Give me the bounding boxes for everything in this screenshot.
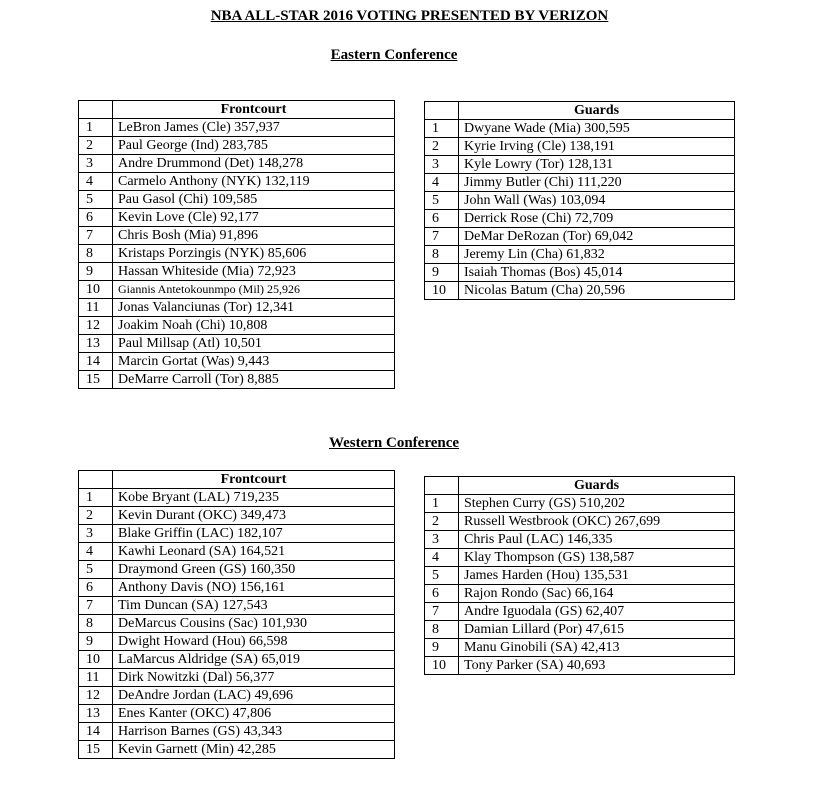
- player-entry-cell: LaMarcus Aldridge (SA) 65,019: [113, 651, 395, 669]
- rank-cell: 9: [79, 263, 113, 281]
- player-entry-cell: Jimmy Butler (Chi) 111,220: [459, 174, 735, 192]
- table-row: [79, 507, 395, 525]
- table-row: [425, 138, 735, 156]
- table-row: [425, 228, 735, 246]
- player-entry-cell: Hassan Whiteside (Mia) 72,923: [113, 263, 395, 281]
- rank-cell: 13: [79, 705, 113, 723]
- rank-cell: 5: [79, 191, 113, 209]
- table-row: [79, 669, 395, 687]
- east-frontcourt-table: [78, 100, 395, 389]
- table-row: [425, 282, 735, 300]
- rank-cell: 6: [79, 209, 113, 227]
- table-row: [425, 639, 735, 657]
- table-row: [79, 687, 395, 705]
- rank-cell: 5: [79, 561, 113, 579]
- player-entry-cell: Damian Lillard (Por) 47,615: [459, 621, 735, 639]
- player-entry-cell: Kevin Love (Cle) 92,177: [113, 209, 395, 227]
- table-row: [425, 549, 735, 567]
- rank-cell: 12: [79, 687, 113, 705]
- table-row: [79, 741, 395, 759]
- rank-cell: 14: [79, 723, 113, 741]
- table-header-guards: Guards: [459, 477, 735, 495]
- west-frontcourt-table: [78, 470, 395, 759]
- player-entry-cell: Andre Iguodala (GS) 62,407: [459, 603, 735, 621]
- western-conference-heading: Western Conference: [328, 435, 460, 451]
- rank-cell: 14: [79, 353, 113, 371]
- table-row: [79, 561, 395, 579]
- player-entry-cell: Giannis Antetokounmpo (Mil) 25,926: [113, 281, 395, 299]
- table-row: [425, 174, 735, 192]
- player-entry-cell: Stephen Curry (GS) 510,202: [459, 495, 735, 513]
- west-guards-table: [424, 476, 735, 675]
- rank-cell: 7: [425, 603, 459, 621]
- table-row: [79, 227, 395, 245]
- table-row: [79, 281, 395, 299]
- player-entry-cell: DeMar DeRozan (Tor) 69,042: [459, 228, 735, 246]
- table-header-frontcourt: Frontcourt: [113, 101, 395, 119]
- player-entry-cell: Kobe Bryant (LAL) 719,235: [113, 489, 395, 507]
- rank-cell: 7: [79, 227, 113, 245]
- player-entry-cell: Klay Thompson (GS) 138,587: [459, 549, 735, 567]
- rank-cell: 10: [425, 657, 459, 675]
- table-row: [79, 245, 395, 263]
- rank-cell: 4: [425, 549, 459, 567]
- rank-cell: 11: [79, 299, 113, 317]
- table-header-blank: [425, 102, 459, 120]
- player-entry-cell: Isaiah Thomas (Bos) 45,014: [459, 264, 735, 282]
- table-row: [425, 621, 735, 639]
- rank-cell: 3: [425, 156, 459, 174]
- rank-cell: 6: [425, 585, 459, 603]
- rank-cell: 3: [425, 531, 459, 549]
- eastern-conference-heading: Eastern Conference: [330, 47, 458, 63]
- table-row: [425, 192, 735, 210]
- player-entry-cell: Draymond Green (GS) 160,350: [113, 561, 395, 579]
- player-entry-cell: Dwight Howard (Hou) 66,598: [113, 633, 395, 651]
- rank-cell: 7: [425, 228, 459, 246]
- table-row: [79, 543, 395, 561]
- table-row: [79, 723, 395, 741]
- player-entry-cell: Manu Ginobili (SA) 42,413: [459, 639, 735, 657]
- rank-cell: 1: [425, 120, 459, 138]
- rank-cell: 2: [425, 513, 459, 531]
- rank-cell: 5: [425, 192, 459, 210]
- table-row: [79, 579, 395, 597]
- player-entry-cell: Dwyane Wade (Mia) 300,595: [459, 120, 735, 138]
- player-entry-cell: James Harden (Hou) 135,531: [459, 567, 735, 585]
- table-row: [425, 657, 735, 675]
- player-entry-cell: Jeremy Lin (Cha) 61,832: [459, 246, 735, 264]
- table-row: [79, 191, 395, 209]
- table-row: [79, 705, 395, 723]
- table-row: [79, 263, 395, 281]
- table-row: [425, 264, 735, 282]
- rank-cell: 10: [79, 651, 113, 669]
- table-row: [425, 603, 735, 621]
- player-entry-cell: Enes Kanter (OKC) 47,806: [113, 705, 395, 723]
- player-entry-cell: Anthony Davis (NO) 156,161: [113, 579, 395, 597]
- player-entry-cell: DeMarcus Cousins (Sac) 101,930: [113, 615, 395, 633]
- player-entry-cell: Russell Westbrook (OKC) 267,699: [459, 513, 735, 531]
- table-row: [79, 651, 395, 669]
- rank-cell: 9: [425, 639, 459, 657]
- table-header-guards: Guards: [459, 102, 735, 120]
- table-row: [79, 173, 395, 191]
- table-header-blank: [79, 101, 113, 119]
- rank-cell: 4: [79, 173, 113, 191]
- table-row: [425, 246, 735, 264]
- player-entry-cell: Kawhi Leonard (SA) 164,521: [113, 543, 395, 561]
- player-entry-cell: Harrison Barnes (GS) 43,343: [113, 723, 395, 741]
- player-entry-cell: Rajon Rondo (Sac) 66,164: [459, 585, 735, 603]
- rank-cell: 10: [79, 281, 113, 299]
- rank-cell: 8: [425, 621, 459, 639]
- page-title: NBA ALL-STAR 2016 VOTING PRESENTED BY VERIZON: [210, 8, 609, 24]
- rank-cell: 15: [79, 741, 113, 759]
- player-entry-cell: Chris Paul (LAC) 146,335: [459, 531, 735, 549]
- player-entry-cell: Kevin Garnett (Min) 42,285: [113, 741, 395, 759]
- player-entry-cell: Jonas Valanciunas (Tor) 12,341: [113, 299, 395, 317]
- rank-cell: 12: [79, 317, 113, 335]
- table-row: [79, 317, 395, 335]
- rank-cell: 6: [79, 579, 113, 597]
- table-row: [425, 567, 735, 585]
- rank-cell: 4: [425, 174, 459, 192]
- player-entry-cell: Paul George (Ind) 283,785: [113, 137, 395, 155]
- player-entry-cell: Kristaps Porzingis (NYK) 85,606: [113, 245, 395, 263]
- table-row: [79, 525, 395, 543]
- player-entry-cell: Marcin Gortat (Was) 9,443: [113, 353, 395, 371]
- table-row: [79, 299, 395, 317]
- player-entry-cell: DeMarre Carroll (Tor) 8,885: [113, 371, 395, 389]
- rank-cell: 8: [425, 246, 459, 264]
- rank-cell: 4: [79, 543, 113, 561]
- table-row: [79, 155, 395, 173]
- table-row: [79, 137, 395, 155]
- player-entry-cell: Kyrie Irving (Cle) 138,191: [459, 138, 735, 156]
- rank-cell: 9: [425, 264, 459, 282]
- player-entry-cell: Blake Griffin (LAC) 182,107: [113, 525, 395, 543]
- player-entry-cell: Tony Parker (SA) 40,693: [459, 657, 735, 675]
- rank-cell: 7: [79, 597, 113, 615]
- table-row: [425, 513, 735, 531]
- table-row: [79, 597, 395, 615]
- rank-cell: 13: [79, 335, 113, 353]
- player-entry-cell: Dirk Nowitzki (Dal) 56,377: [113, 669, 395, 687]
- table-row: [425, 531, 735, 549]
- table-row: [425, 495, 735, 513]
- table-row: [79, 119, 395, 137]
- rank-cell: 15: [79, 371, 113, 389]
- table-row: [79, 615, 395, 633]
- table-row: [425, 210, 735, 228]
- rank-cell: 6: [425, 210, 459, 228]
- rank-cell: 11: [79, 669, 113, 687]
- rank-cell: 8: [79, 615, 113, 633]
- table-header-blank: [79, 471, 113, 489]
- player-entry-cell: Kevin Durant (OKC) 349,473: [113, 507, 395, 525]
- table-row: [425, 585, 735, 603]
- player-entry-cell: Carmelo Anthony (NYK) 132,119: [113, 173, 395, 191]
- player-entry-cell: LeBron James (Cle) 357,937: [113, 119, 395, 137]
- rank-cell: 2: [425, 138, 459, 156]
- player-entry-cell: Paul Millsap (Atl) 10,501: [113, 335, 395, 353]
- table-row: [79, 633, 395, 651]
- rank-cell: 1: [79, 119, 113, 137]
- rank-cell: 2: [79, 137, 113, 155]
- player-entry-cell: Tim Duncan (SA) 127,543: [113, 597, 395, 615]
- player-entry-cell: DeAndre Jordan (LAC) 49,696: [113, 687, 395, 705]
- player-entry-cell: Chris Bosh (Mia) 91,896: [113, 227, 395, 245]
- table-header-frontcourt: Frontcourt: [113, 471, 395, 489]
- rank-cell: 3: [79, 155, 113, 173]
- table-row: [79, 489, 395, 507]
- east-guards-table: [424, 101, 735, 300]
- table-row: [425, 156, 735, 174]
- rank-cell: 10: [425, 282, 459, 300]
- table-row: [79, 371, 395, 389]
- rank-cell: 9: [79, 633, 113, 651]
- rank-cell: 3: [79, 525, 113, 543]
- player-entry-cell: Derrick Rose (Chi) 72,709: [459, 210, 735, 228]
- player-entry-cell: Andre Drummond (Det) 148,278: [113, 155, 395, 173]
- rank-cell: 1: [79, 489, 113, 507]
- rank-cell: 8: [79, 245, 113, 263]
- player-entry-cell: Joakim Noah (Chi) 10,808: [113, 317, 395, 335]
- rank-cell: 5: [425, 567, 459, 585]
- player-entry-cell: Nicolas Batum (Cha) 20,596: [459, 282, 735, 300]
- table-row: [79, 335, 395, 353]
- player-entry-cell: John Wall (Was) 103,094: [459, 192, 735, 210]
- table-row: [79, 353, 395, 371]
- player-entry-cell: Kyle Lowry (Tor) 128,131: [459, 156, 735, 174]
- table-row: [79, 209, 395, 227]
- player-entry-cell: Pau Gasol (Chi) 109,585: [113, 191, 395, 209]
- rank-cell: 1: [425, 495, 459, 513]
- table-header-blank: [425, 477, 459, 495]
- table-row: [425, 120, 735, 138]
- rank-cell: 2: [79, 507, 113, 525]
